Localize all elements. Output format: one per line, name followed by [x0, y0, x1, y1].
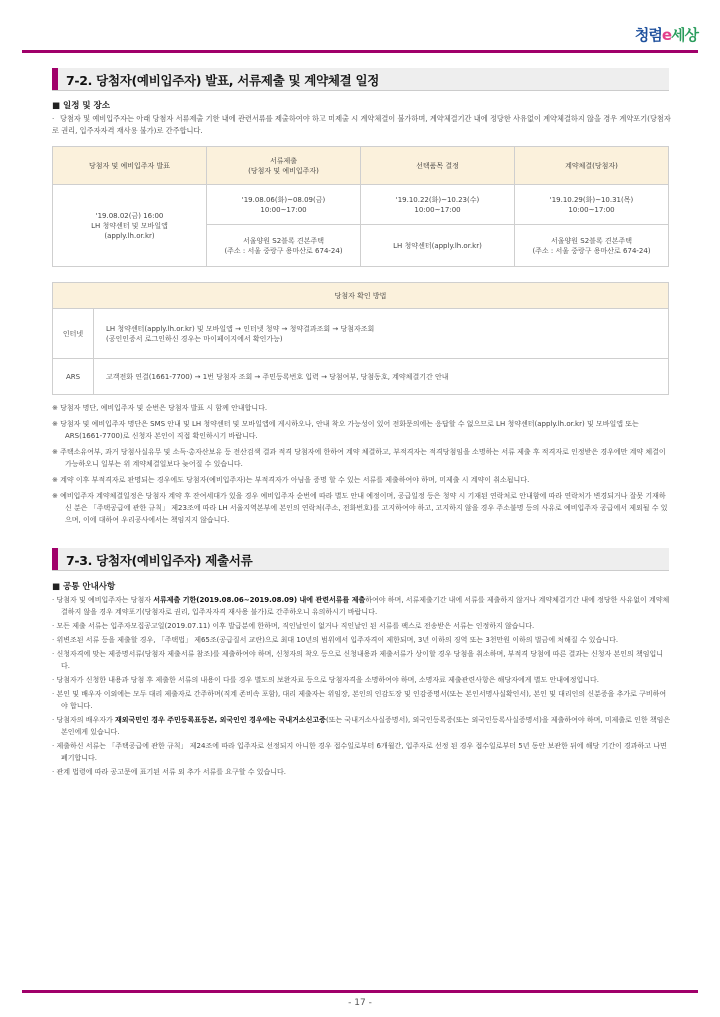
bullet-text: 당첨자 및 예비입주자는 당첨자 [56, 596, 154, 604]
page-number: - 17 - [348, 998, 372, 1008]
schedule-contract-date: '19.10.29(화)~10.31(목) 10:00~17:00 [515, 185, 669, 225]
schedule-header-announce: 당첨자 및 예비입주자 발표 [53, 147, 207, 185]
bullet-text: (또는 국내거소사실증명서), 외국인등록증(또는 외국인등록사실증명서)을 제출하여야 하며, 미제출로 인한 책임은 본인에게 있습니다. [61, 716, 671, 736]
bullet-item: · 제출하신 서류는 「주택공급에 관한 규칙」 제24조에 따라 입주자로 선정되지 아니한 경우 접수일로부터 6개월간, 입주자로 선정 된 경우 접수일로부터 5년 동안 보관한 뒤에 해당 기간이 경과하고 나면 폐기합니다. [52, 742, 667, 762]
winner-check-title: 당첨자 확인 방법 [53, 283, 669, 309]
bullet-text: 관계 법령에 따라 공고문에 표기된 서류 외 추가 서류를 요구할 수 있습니다. [56, 768, 287, 776]
common-bullets [52, 594, 672, 780]
bullet-item: · 당첨자가 신청한 내용과 당첨 후 제출한 서류의 내용이 다를 경우 별도의 보완자료 등으로 당첨자격을 소명하여야 하며, 소명자료 제출관련사항은 해당자에게 별도 안내예정입니다. [52, 676, 600, 684]
bullet-text: 위변조된 서류 등을 제출할 경우, 「주택법」 제65조(공급질서 교란)으로 최대 10년의 범위에서 입주자격이 제한되며, 3년 이하의 징역 또는 3천만원 이하의 벌금에 처해질 수 있습니다. [56, 636, 619, 644]
note-item: ※ 당첨자 명단, 예비입주자 및 순번은 당첨자 발표 시 함께 안내합니다. [52, 404, 268, 412]
logo [635, 24, 698, 45]
logo-text-2: e [661, 26, 672, 44]
winner-check-internet-label: 인터넷 [53, 309, 94, 359]
schedule-intro-text: 당첨자 및 예비입주자는 아래 당첨자 서류제출 기한 내에 관련서류를 제출하여야 하고 미제출 시 계약체결이 불가하며, 계약체결기간 내에 정당한 사유없이 계약체결하지 않을 경우 계약포기(당첨자로 권리, 입주자자격 재사용 불가)로 간주합니다. [52, 114, 671, 135]
section-marker [52, 68, 58, 90]
bullet-text: 신청자격에 맞는 제증명서류(당첨자 제출서류 참조)를 제출하여야 하며, 신청자의 착오 등으로 신청내용과 제출서류가 상이할 경우 당첨을 취소하며, 부적격 당첨에 따른 결과는 신청자 본인의 책임입니다. [56, 650, 664, 670]
schedule-subhead: ■ 일정 및 장소 [52, 101, 110, 111]
section-7-3-header [52, 548, 669, 571]
bullet-text: 당첨자의 배우자가 [56, 716, 115, 724]
bullet-bold: 재외국민인 경우 주민등록표등본, 외국인인 경우에는 국내거소신고증 [115, 716, 326, 724]
section-7-3-title: 7-3. 당첨자(예비입주자) 제출서류 [66, 553, 253, 568]
winner-check-internet-text: LH 청약센터(apply.lh.or.kr) 및 모바일앱 → 인터넷 청약 → 청약결과조회 → 당첨자조회 (공인인증서 로그인하신 경우는 마이페이지에서 확인가능) [94, 309, 669, 359]
schedule-header-contract: 계약체결(당첨자) [515, 147, 669, 185]
logo-text-3: 세상 [671, 26, 698, 44]
schedule-option-date: '19.10.22(화)~10.23(수) 10:00~17:00 [361, 185, 515, 225]
bullet-bold: 서류제출 기한(2019.08.06~2019.08.09) 내에 관련서류를 제출 [153, 596, 366, 604]
bullet-text: 하여야 하며, 서류제출기간 내에 서류를 제출하지 않거나 계약체결기간 내에 정당한 사유없이 계약체결하지 않을 경우 계약포기(당첨자로 권리, 입주자자격 재사용 불가)로 간주하오니 유의하시기 바랍니다. [61, 596, 670, 616]
note-item: ※ 주택소유여부, 과거 당첨사실유무 및 소득·총자산보유 등 전산검색 결과 적격 당첨자에 한하여 계약 체결하고, 부적격자는 적격당첨임을 소명하는 서류 제출 후 적격자로 인정받은 경우에만 계약 체결이 가능하오니 일부는 위 계약체결일보다 늦어질 수 있습니다. [52, 448, 666, 468]
section-marker [52, 548, 58, 570]
schedule-table [52, 146, 669, 267]
schedule-docs-date: '19.08.06(화)~08.09(금) 10:00~17:00 [207, 185, 361, 225]
bullet-item: · 당첨자 및 예비입주자는 당첨자 서류제출 기한(2019.08.06~2019.08.09) 내에 관련서류를 제출하여야 하며, 서류제출기간 내에 서류를 제출하지 않거나 계약체결기간 내에 정당한 사유없이 계약체결하지 않을 경우 계약포기(당첨자로 권리, 입주자자격 재사용 불가)로 간주하오니 유의하시기 바랍니다. [52, 596, 670, 616]
bullet-text: 모든 제출 서류는 입주자모집공고일(2019.07.11) 이후 발급분에 한하며, 직인날인이 없거나 직인날인 된 서류를 팩스로 전송받은 서류는 인정하지 않습니다. [56, 622, 535, 630]
bullet-item: · 모든 제출 서류는 입주자모집공고일(2019.07.11) 이후 발급분에 한하며, 직인날인이 없거나 직인날인 된 서류를 팩스로 전송받은 서류는 인정하지 않습니다. [52, 622, 535, 630]
winner-check-ars-text: 고객전화 연결(1661-7700) → 1번 당첨자 조회 → 주민등록번호 입력 → 당첨여부, 당첨동호, 계약체결기간 안내 [94, 359, 669, 395]
schedule-intro: · 당첨자 및 예비입주자는 아래 당첨자 서류제출 기한 내에 관련서류를 제출하여야 하고 미제출 시 계약체결이 불가하며, 계약체결기간 내에 정당한 사유없이 계약체결하지 않을 경우 계약포기(당첨자로 권리, 입주자자격 재사용 불가)로 간주합니다. [52, 114, 671, 135]
bullet-item: · 본인 및 배우자 이외에는 모두 대리 제출자로 간주하며(직계 존비속 포함), 대리 제출자는 위임장, 본인의 인감도장 및 인감증명서(또는 본인서명사실확인서), 본인 및 대리인의 신분증을 추가로 구비하여야 합니다. [52, 690, 667, 710]
schedule-header-option: 선택품목 결정 [361, 147, 515, 185]
bullet-text: 당첨자가 신청한 내용과 당첨 후 제출한 서류의 내용이 다를 경우 별도의 보완자료 등으로 당첨자격을 소명하여야 하며, 소명자료 제출관련사항은 해당자에게 별도 안내예정입니다. [56, 676, 600, 684]
bullet-item: · 당첨자의 배우자가 재외국민인 경우 주민등록표등본, 외국인인 경우에는 국내거소신고증(또는 국내거소사실증명서), 외국인등록증(또는 외국인등록사실증명서)을 제출하여야 하며, 미제출로 인한 책임은 본인에게 있습니다. [52, 716, 671, 736]
note-item: ※ 당첨자 및 예비입주자 명단은 SMS 안내 및 LH 청약센터 및 모바일앱에 게시하오나, 안내 착오 가능성이 있어 전화문의에는 응답할 수 없으므로 LH 청약센터(apply.lh.or.kr) 및 모바일앱 또는 ARS(1661-7700)로 신청자 본인이 직접 확인하시기 바랍니다. [52, 420, 639, 440]
section-7-2-title: 7-2. 당첨자(예비입주자) 발표, 서류제출 및 계약체결 일정 [66, 73, 379, 88]
schedule-docs-place: 서울양원 S2블록 견본주택 (주소 : 서울 중랑구 용마산로 674-24) [207, 225, 361, 267]
schedule-option-place: LH 청약센터(apply.lh.or.kr) [361, 225, 515, 267]
note-item: ※ 예비입주자 계약체결일정은 당첨자 계약 후 잔여세대가 있을 경우 예비입주자 순번에 따라 별도 안내 예정이며, 공급일정 등은 청약 시 기재된 연락처로 안내함에 따라 연락처가 변경되거나 잘못 기재하신 분은 「주택공급에 관한 규칙」 제23조에 따라 LH 서울지역본부에 본인의 연락처(주소, 전화번호)를 고지하여야 하고, 고지하지 않을 경우 주소불명 등의 사유로 예비입주자 공급에서 제외될 수 있으며, 이에 대하여 우리공사에서는 책임지지 않습니다. [52, 492, 668, 524]
notes-list [52, 402, 672, 526]
schedule-announce-cell: '19.08.02(금) 16:00 LH 청약센터 및 모바일앱 (apply.lh.or.kr) [53, 185, 207, 267]
winner-check-table [52, 282, 669, 395]
schedule-header-docs: 서류제출 (당첨자 및 예비입주자) [207, 147, 361, 185]
note-item: ※ 계약 이후 부적격자로 판명되는 경우에도 당첨자(예비입주자)는 부적격자가 아님을 증명 할 수 있는 서류를 제출하여야 하며, 미제출 시 계약이 취소됩니다. [52, 476, 530, 484]
common-subhead: ■ 공통 안내사항 [52, 582, 116, 592]
top-rule [22, 50, 698, 53]
bullet-text: 본인 및 배우자 이외에는 모두 대리 제출자로 간주하며(직계 존비속 포함), 대리 제출자는 위임장, 본인의 인감도장 및 인감증명서(또는 본인서명사실확인서), 본인 및 대리인의 신분증을 추가로 구비하여야 합니다. [56, 690, 667, 710]
bottom-rule [22, 990, 698, 993]
logo-text-1: 청렴 [634, 26, 662, 44]
section-7-2-header [52, 68, 669, 91]
bullet-item: · 위변조된 서류 등을 제출할 경우, 「주택법」 제65조(공급질서 교란)으로 최대 10년의 범위에서 입주자격이 제한되며, 3년 이하의 징역 또는 3천만원 이하의 벌금에 처해질 수 있습니다. [52, 636, 619, 644]
bullet-item: · 신청자격에 맞는 제증명서류(당첨자 제출서류 참조)를 제출하여야 하며, 신청자의 착오 등으로 신청내용과 제출서류가 상이할 경우 당첨을 취소하며, 부적격 당첨에 따른 결과는 신청자 본인의 책임입니다. [52, 650, 664, 670]
bullet-text: 제출하신 서류는 「주택공급에 관한 규칙」 제24조에 따라 입주자로 선정되지 아니한 경우 접수일로부터 6개월간, 입주자로 선정 된 경우 접수일로부터 5년 동안 보관한 뒤에 해당 기간이 경과하고 나면 폐기합니다. [56, 742, 667, 762]
winner-check-ars-label: ARS [53, 359, 94, 395]
bullet-item: · 관계 법령에 따라 공고문에 표기된 서류 외 추가 서류를 요구할 수 있습니다. [52, 768, 287, 776]
schedule-contract-place: 서울양원 S2블록 견본주택 (주소 : 서울 중랑구 용마산로 674-24) [515, 225, 669, 267]
